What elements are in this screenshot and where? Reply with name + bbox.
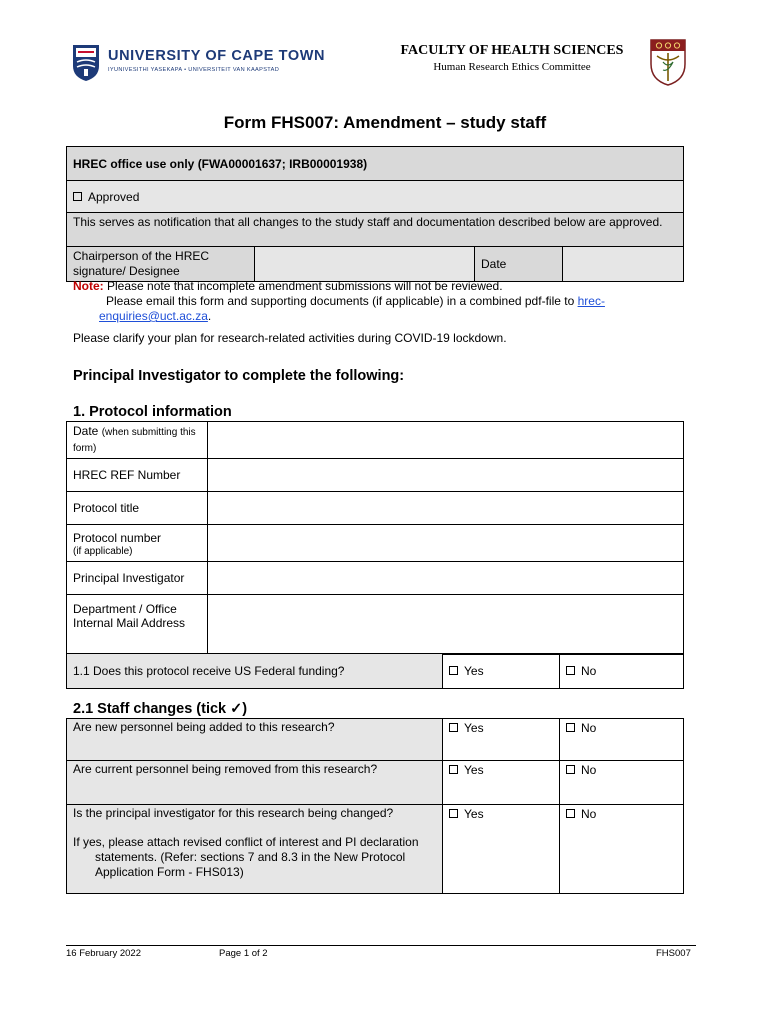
q-pi-change: Is the principal investigator for this research being changed? <box>73 806 394 820</box>
department-label-line1: Department / Office <box>73 602 177 616</box>
q3-no-cell <box>560 805 684 894</box>
funding-question: 1.1 Does this protocol receive US Federal funding? <box>67 654 443 689</box>
note-line1: Please note that incomplete amendment submissions will not be reviewed. <box>103 279 503 293</box>
note-after-email: . <box>207 309 212 323</box>
funding-yes-checkbox[interactable] <box>449 666 458 675</box>
footer-code: FHS007 <box>656 948 691 959</box>
protocol-number-label: Protocol number <box>73 531 162 545</box>
section21-title: 2.1 Staff changes (tick ✓) <box>73 701 248 717</box>
covid-clarify-text: Please clarify your plan for research-related activities during COVID-19 lockdown. <box>73 331 507 345</box>
funding-no-cell <box>560 654 684 689</box>
approved-label: Approved <box>88 189 140 204</box>
q3-no-checkbox[interactable] <box>566 809 575 818</box>
protocol-info-table <box>66 421 684 655</box>
faculty-crest-icon <box>649 38 687 86</box>
footer-divider <box>66 945 696 946</box>
date-label: Date <box>73 424 99 438</box>
email-link-part2[interactable]: enquiries@uct.ac.za <box>99 309 208 323</box>
q1-yes-checkbox[interactable] <box>449 723 458 732</box>
university-subtitle: IYUNIVESITHI YASEKAPA • UNIVERSITEIT VAN KAAPSTAD <box>108 67 280 73</box>
committee-name: Human Research Ethics Committee <box>433 61 591 73</box>
hrec-date-label: Date <box>475 247 563 282</box>
footer-page: Page 1 of 2 <box>219 948 268 959</box>
protocol-title-field[interactable] <box>208 492 684 525</box>
hrec-ref-field[interactable] <box>208 459 684 492</box>
date-hint: (when submitting this form) <box>73 427 196 454</box>
footer-date: 16 February 2022 <box>66 948 141 959</box>
q2-yes-cell <box>443 761 560 805</box>
funding-no-checkbox[interactable] <box>566 666 575 675</box>
q1-no-label: No <box>581 721 597 735</box>
q1-yes-cell <box>443 719 560 761</box>
hrec-office-table <box>66 146 684 282</box>
note-prefix: Note: <box>73 279 104 293</box>
department-label-cell <box>67 595 208 655</box>
protocol-number-hint: (if applicable) <box>73 546 133 557</box>
q1-no-cell <box>560 719 684 761</box>
staff-changes-table <box>66 718 684 894</box>
hrec-office-title: HREC office use only (FWA00001637; IRB00001938) <box>67 147 684 181</box>
q-new-personnel: Are new personnel being added to this research? <box>67 719 443 761</box>
section1-title: 1. Protocol information <box>73 404 232 420</box>
university-name: UNIVERSITY OF CAPE TOWN <box>108 48 326 64</box>
note-line2: Please email this form and supporting documents (if applicable) in a combined pdf-file to <box>106 294 578 308</box>
faculty-heading <box>382 43 642 73</box>
hrec-date-field[interactable] <box>563 247 684 282</box>
pi-change-note-line1: If yes, please attach revised conflict of interest and PI declaration <box>73 835 419 849</box>
uct-logo <box>72 44 326 84</box>
q1-yes-label: Yes <box>464 721 484 735</box>
chair-label-line2: signature/ Designee <box>73 264 180 278</box>
q3-yes-cell <box>443 805 560 894</box>
date-label-cell <box>67 422 208 459</box>
q2-no-cell <box>560 761 684 805</box>
pi-field[interactable] <box>208 562 684 595</box>
q-removed-personnel: Are current personnel being removed from this research? <box>67 761 443 805</box>
hrec-ref-label: HREC REF Number <box>67 459 208 492</box>
q2-no-label: No <box>581 763 597 777</box>
q3-yes-label: Yes <box>464 807 484 821</box>
department-label-line2: Internal Mail Address <box>73 616 186 630</box>
pi-change-note-line2: statements. (Refer: sections 7 and 8.3 in the New Protocol <box>95 850 406 864</box>
approved-checkbox[interactable] <box>73 192 82 201</box>
chair-label-line1: Chairperson of the HREC <box>73 249 210 263</box>
q1-no-checkbox[interactable] <box>566 723 575 732</box>
faculty-name: FACULTY OF HEALTH SCIENCES <box>400 43 624 58</box>
chair-label-cell <box>67 247 255 282</box>
funding-no-label: No <box>581 664 597 678</box>
q2-yes-checkbox[interactable] <box>449 765 458 774</box>
q2-yes-label: Yes <box>464 763 484 777</box>
q3-no-label: No <box>581 807 597 821</box>
approved-row <box>67 181 684 213</box>
approval-notification: This serves as notification that all changes to the study staff and documentation described below are approved. <box>67 213 684 247</box>
email-link-part1[interactable]: hrec- <box>577 294 605 308</box>
q-pi-change-cell <box>67 805 443 894</box>
protocol-number-field[interactable] <box>208 525 684 562</box>
funding-yes-label: Yes <box>464 664 484 678</box>
q2-no-checkbox[interactable] <box>566 765 575 774</box>
funding-table <box>66 653 684 689</box>
protocol-number-label-cell <box>67 525 208 562</box>
uct-shield-icon <box>72 44 100 82</box>
date-field[interactable] <box>208 422 684 459</box>
department-field[interactable] <box>208 595 684 655</box>
pi-heading: Principal Investigator to complete the following: <box>73 368 405 384</box>
protocol-title-label: Protocol title <box>67 492 208 525</box>
q3-yes-checkbox[interactable] <box>449 809 458 818</box>
note-block <box>73 279 683 324</box>
pi-change-note-line3: Application Form - FHS013) <box>95 865 244 879</box>
pi-label: Principal Investigator <box>67 562 208 595</box>
chair-signature-field[interactable] <box>255 247 475 282</box>
form-title: Form FHS007: Amendment – study staff <box>223 113 547 132</box>
funding-yes-cell <box>443 654 560 689</box>
